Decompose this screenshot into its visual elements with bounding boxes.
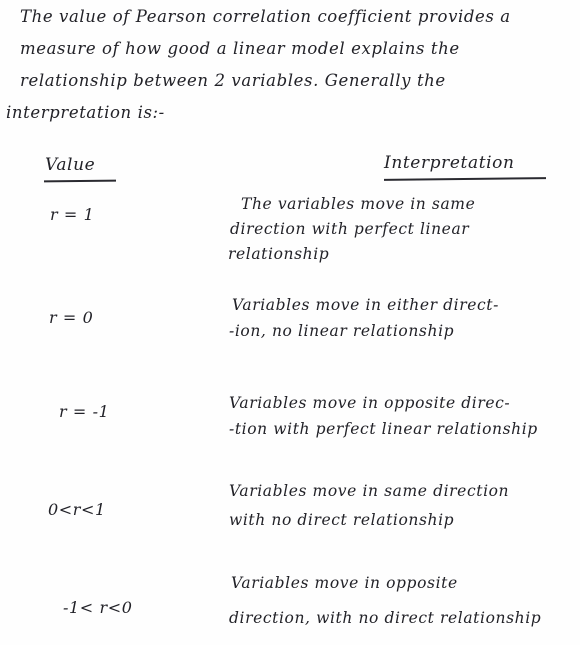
row-3-value: r = -1 — [59, 402, 110, 421]
row-1-interpretation-line-2: direction with perfect linear — [230, 220, 470, 238]
row-1-interpretation-line-1: The variables move in same — [241, 195, 476, 213]
row-2-interpretation-line-2: -ion, no linear relationship — [229, 322, 455, 340]
interpretation-column-header: Interpretation — [384, 153, 515, 173]
row-1-value: r = 1 — [50, 205, 95, 224]
row-3-interpretation-line-2: -tion with perfect linear relationship — [229, 420, 538, 438]
value-header-underline — [44, 180, 116, 182]
intro-line-3: relationship between 2 variables. Generally the — [20, 71, 446, 90]
row-2-interpretation-line-1: Variables move in either direct- — [232, 296, 499, 314]
intro-line-2: measure of how good a linear model explains the — [20, 39, 460, 58]
row-4-value: 0<r<1 — [48, 500, 106, 519]
row-5-interpretation-line-2: direction, with no direct relationship — [229, 609, 542, 627]
intro-line-4: interpretation is:- — [6, 103, 165, 122]
value-column-header: Value — [45, 155, 96, 175]
row-5-value: -1< r<0 — [63, 598, 133, 617]
row-2-value: r = 0 — [49, 308, 94, 327]
intro-line-1: The value of Pearson correlation coefficient provides a — [20, 7, 511, 26]
row-4-interpretation-line-1: Variables move in same direction — [229, 482, 510, 500]
row-4-interpretation-line-2: with no direct relationship — [229, 511, 455, 529]
interpretation-header-underline — [384, 177, 546, 180]
row-3-interpretation-line-1: Variables move in opposite direc- — [229, 394, 511, 412]
row-5-interpretation-line-1: Variables move in opposite — [231, 574, 458, 592]
row-1-interpretation-line-3: relationship — [228, 245, 330, 263]
